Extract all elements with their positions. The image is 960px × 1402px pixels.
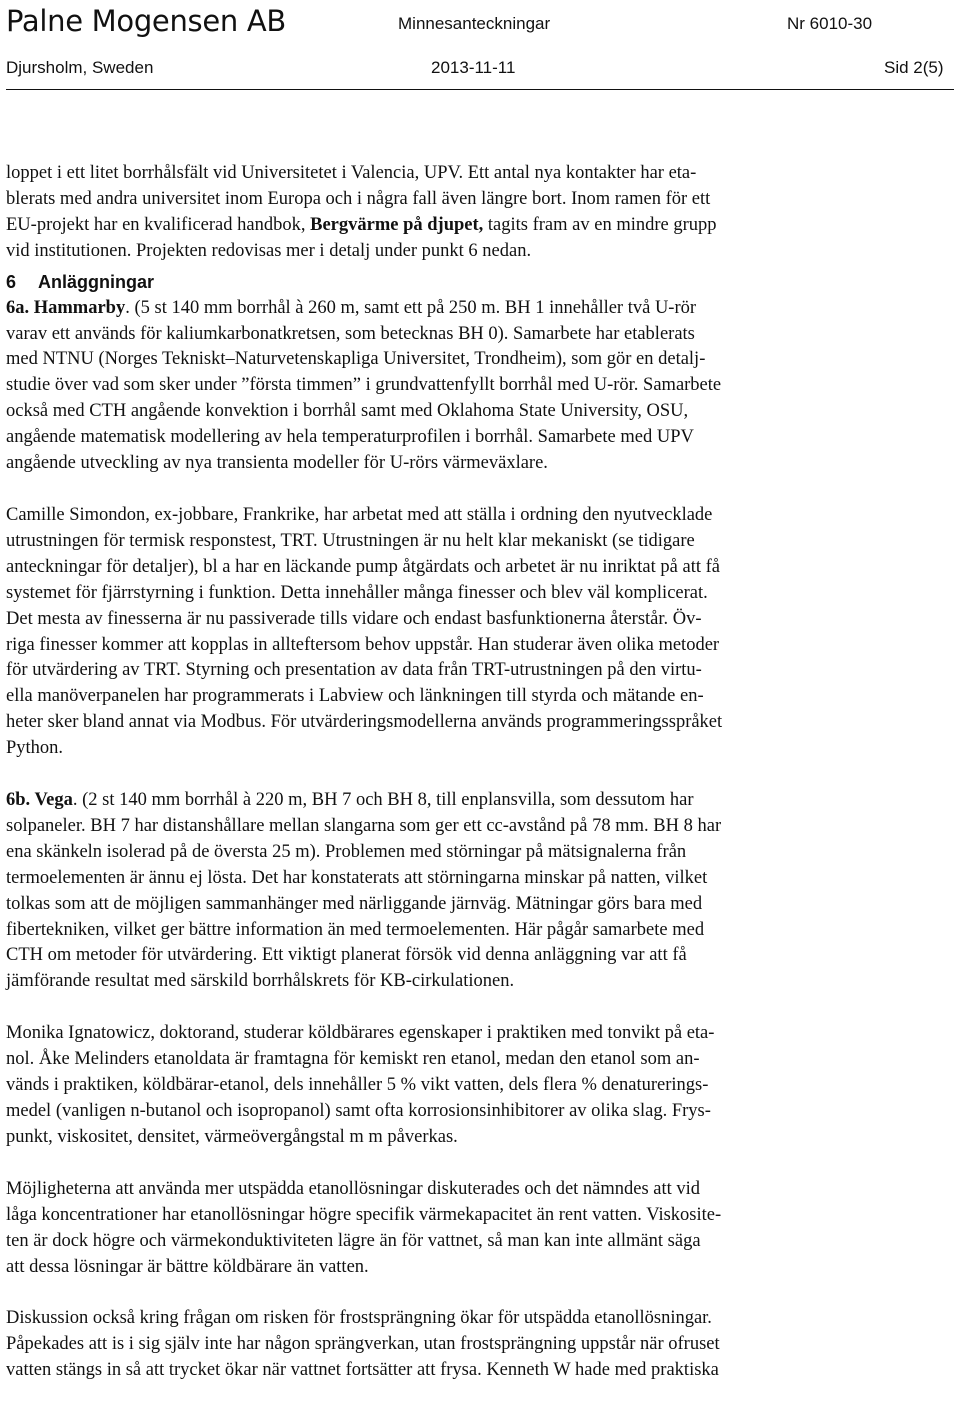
text-line xyxy=(6,213,884,239)
subsection-title-hammarby: 6a. Hammarby xyxy=(6,297,126,318)
text-line: ella manöverpanelen har programmerats i Labview och länkningen till styrda och mätande en- xyxy=(6,686,704,707)
paragraph-vega xyxy=(6,788,884,995)
text-line: Det mesta av finesserna är nu passiverade tills vidare och endast basfunktionerna återstår. Öv- xyxy=(6,608,702,629)
handbook-title: Bergvärme på djupet, xyxy=(310,214,484,235)
text-line: Camille Simondon, ex-jobbare, Frankrike, har arbetat med att ställa i ordning den nyutvecklade xyxy=(6,504,713,525)
text-line: Diskussion också kring frågan om risken för frostsprängning ökar för utspädda etanollösningar. xyxy=(6,1308,712,1329)
document-type: Minnesanteckningar xyxy=(398,14,551,33)
text-line: Påpekades att is i sig själv inte har någon sprängverkan, utan frostsprängning uppstår när ofruset xyxy=(6,1334,720,1355)
text-line: låga koncentrationer har etanollösningar högre specifik värmekapacitet än rent vatten. Viskosite- xyxy=(6,1204,722,1225)
subsection-title-vega: 6b. Vega xyxy=(6,790,73,811)
text-fragment: tagits fram av en mindre grupp xyxy=(483,214,717,235)
text-line: heter sker bland annat via Modbus. För utvärderingsmodellerna används programmeringsspråket xyxy=(6,712,723,733)
text-fragment: . (5 st 140 mm borrhål à 260 m, samt ett på 250 m. BH 1 innehåller två U-rör xyxy=(125,297,697,318)
text-line: utrustningen för termisk responstest, TRT. Utrustningen är nu helt klar mekaniskt (se tidigare xyxy=(6,530,695,551)
text-line: nol. Åke Melinders etanoldata är framtagna för kemiskt ren etanol, medan den etanol som an- xyxy=(6,1049,700,1070)
text-line: varav ett används för kaliumkarbonatkretsen, som betecknas BH 0). Samarbete har etablerats xyxy=(6,323,695,344)
text-line: Möjligheterna att använda mer utspädda etanollösningar diskuterades och det nämndes att vid xyxy=(6,1178,701,1199)
document-number: Nr 6010-30 xyxy=(787,14,873,33)
text-line: termoelementen är ännu ej lösta. Det har konstaterats att störningarna minskar på natten, vilket xyxy=(6,867,708,888)
text-line: systemet för fjärrstyrning i funktion. Detta innehåller många finesser och blev väl komplicerat. xyxy=(6,582,708,603)
paragraph-dilution xyxy=(6,1177,884,1281)
text-line: för utvärdering av TRT. Styrning och presentation av data från TRT-utrustningen på den virtu- xyxy=(6,660,702,681)
section-heading xyxy=(6,270,884,294)
text-line: fibertekniken, vilket ger bättre information än med termoelementen. Här pågår samarbete med xyxy=(6,919,705,940)
text-line: Monika Ignatowicz, doktorand, studerar köldbärares egenskaper i praktiken med tonvikt på eta- xyxy=(6,1023,715,1044)
text-line: jämförande resultat med särskild borrhålskrets för KB-cirkulationen. xyxy=(6,971,515,992)
paragraph-hammarby xyxy=(6,296,884,477)
text-line: att dessa lösningar är bättre köldbärare än vatten. xyxy=(6,1256,369,1277)
text-line: också med CTH angående konvektion i borrhål samt med Oklahoma State University, OSU, xyxy=(6,401,689,422)
text-line: CTH om metoder för utvärdering. Ett viktigt planerat försök vid denna anläggning var att få xyxy=(6,945,687,966)
text-line xyxy=(6,296,884,322)
text-line: Python. xyxy=(6,738,64,759)
text-line: solpaneler. BH 7 har distanshållare mellan slangarna som ger ett cc-avstånd på 78 mm. BH 8 har xyxy=(6,815,722,836)
document-date: 2013-11-11 xyxy=(431,58,516,77)
text-line: angående utveckling av nya transienta modeller för U-rörs värmeväxlare. xyxy=(6,453,548,474)
location: Djursholm, Sweden xyxy=(6,58,154,77)
header-divider xyxy=(6,89,954,90)
paragraph-ignatowicz xyxy=(6,1021,884,1151)
text-line: ten är dock högre och värmekonduktiviteten lägre än för vattnet, så man kan inte allmänt säga xyxy=(6,1230,701,1251)
text-line xyxy=(6,788,884,814)
text-line: ena skänkeln isolerad på de översta 25 m). Problemen med störningar på mätsignalerna från xyxy=(6,841,687,862)
document-body xyxy=(6,161,884,1384)
paragraph-simondon xyxy=(6,503,884,762)
company-name: Palne Mogensen AB xyxy=(6,4,287,38)
text-line: vid institutionen. Projekten redovisas mer i detalj under punkt 6 nedan. xyxy=(6,240,532,261)
text-line: vänds i praktiken, köldbärar-etanol, dels innehåller 5 % vikt vatten, dels flera % denaturerings- xyxy=(6,1075,709,1096)
text-line: anteckningar för detaljer), bl a har en läckande pump åtgärdats och arbetet är nu inriktat på att få xyxy=(6,556,720,577)
text-line: tolkas som att de möjligen sammanhänger med närliggande järnväg. Mätningar görs bara med xyxy=(6,893,703,914)
text-line: riga finesser kommer att kopplas in allteftersom behov uppstår. Han studerar även olika metoder xyxy=(6,634,720,655)
paragraph-intro xyxy=(6,161,884,265)
section-number: 6 xyxy=(6,271,17,292)
text-fragment: EU-projekt har en kvalificerad handbok, xyxy=(6,214,311,235)
text-line: studie över vad som sker under ”första timmen” i grundvattenfyllt borrhål med U-rör. Samarbete xyxy=(6,375,722,396)
text-line: loppet i ett litet borrhålsfält vid Universitetet i Valencia, UPV. Ett antal nya kontakter har eta- xyxy=(6,163,697,183)
section-title: Anläggningar xyxy=(38,271,154,292)
text-line: angående matematisk modellering av hela temperaturprofilen i borrhål. Samarbete med UPV xyxy=(6,427,694,448)
text-line: blerats med andra universitet inom Europa och i några fall även längre bort. Inom ramen för ett xyxy=(6,188,711,209)
text-line: vatten stängs in så att trycket ökar när vattnet fortsätter att frysa. Kenneth W hade med praktiska xyxy=(6,1360,719,1381)
page-number: Sid 2(5) xyxy=(884,58,944,77)
text-fragment: . (2 st 140 mm borrhål à 220 m, BH 7 och BH 8, till enplansvilla, som dessutom har xyxy=(72,790,694,811)
text-line: medel (vanligen n-butanol och isopropanol) samt ofta korrosionsinhibitorer av olika slag. Frys- xyxy=(6,1101,711,1121)
text-line: med NTNU (Norges Tekniskt–Naturvetenskapliga Universitet, Trondheim), som gör en detalj- xyxy=(6,349,706,370)
paragraph-frost xyxy=(6,1306,884,1384)
text-line: punkt, viskositet, densitet, värmeövergångstal m m påverkas. xyxy=(6,1126,458,1147)
